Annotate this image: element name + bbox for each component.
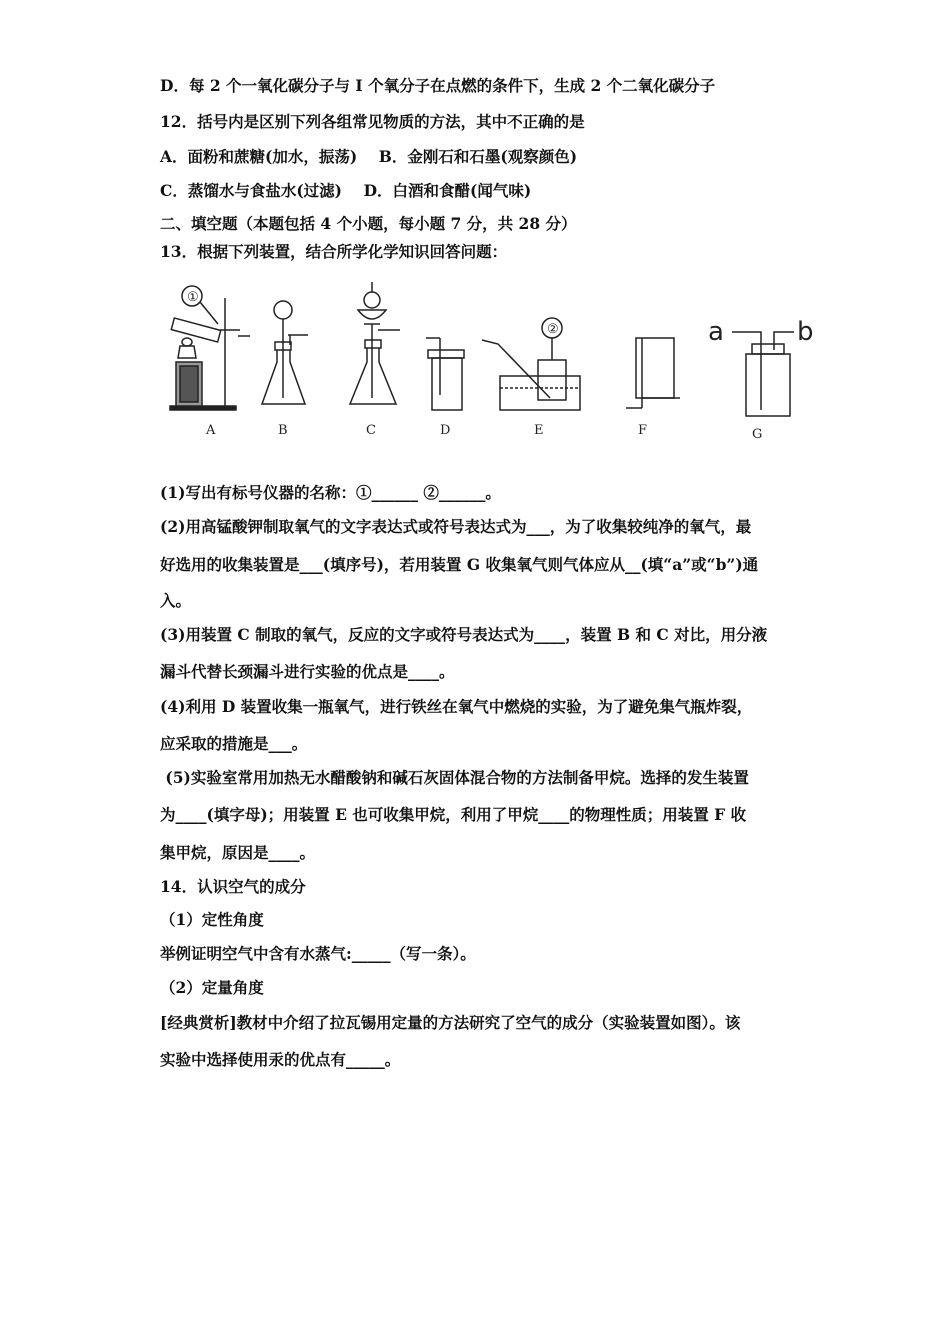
q12-options-cd: C．蒸馏水与食盐水(过滤) D．白酒和食醋(闻气味) xyxy=(160,181,532,200)
q13-part4-line1: (4)利用 D 装置收集一瓶氧气，进行铁丝在氧气中燃烧的实验，为了避免集气瓶炸裂， xyxy=(160,697,753,716)
q13-part2-line3: 入。 xyxy=(160,591,192,610)
apparatus-a xyxy=(170,286,250,438)
port-a-label: a xyxy=(708,317,724,347)
q13-part3-line2: 漏斗代替长颈漏斗进行实验的优点是____。 xyxy=(160,662,455,681)
q13-part2-line2: 好选用的收集装置是___(填序号)，若用装置 G 收集氧气则气体应从__(填“a”或“b”)通 xyxy=(160,555,759,574)
q13-part5-line1: (5)实验室常用加热无水醋酸钠和碱石灰固体混合物的方法制备甲烷。选择的发生装置 xyxy=(160,768,749,787)
label-a: A xyxy=(206,423,216,438)
label-e: E xyxy=(534,423,544,438)
apparatus-d xyxy=(426,338,464,438)
q12-stem: 12．括号内是区别下列各组常见物质的方法，其中不正确的是 xyxy=(160,112,585,131)
q14-sub2-question-line2: 实验中选择使用汞的优点有_____。 xyxy=(160,1050,401,1069)
circled-2-label: ② xyxy=(547,322,559,337)
q13-part1: (1)写出有标号仪器的名称：①______ ②______。 xyxy=(160,483,501,502)
q13-stem: 13．根据下列装置，结合所学化学知识回答问题： xyxy=(160,242,508,261)
q14-sub1: （1）定性角度 xyxy=(160,910,264,929)
q13-part4-line2: 应采取的措施是___。 xyxy=(160,734,308,753)
label-b: B xyxy=(278,423,288,438)
apparatus-c xyxy=(350,282,400,438)
label-d: D xyxy=(440,423,451,438)
apparatus-b xyxy=(262,301,308,438)
section2-title: 二、填空题（本题包括 4 个小题，每小题 7 分，共 28 分） xyxy=(160,214,577,233)
apparatus-e xyxy=(482,318,580,438)
circled-1-label: ① xyxy=(187,290,199,305)
q11-option-d: D．每 2 个一氧化碳分子与 I 个氧分子在点燃的条件下，生成 2 个二氧化碳分子 xyxy=(160,76,716,95)
q12-options-ab: A．面粉和蔗糖(加水，振荡) B．金刚石和石墨(观察颜色) xyxy=(160,147,578,166)
q13-part5-line2: 为____(填字母)；用装置 E 也可收集甲烷，利用了甲烷____的物理性质；用装置 F 收 xyxy=(160,805,747,824)
q14-sub2-question-line1: [经典赏析]教材中介绍了拉瓦锡用定量的方法研究了空气的成分（实验装置如图）。该 xyxy=(160,1013,741,1032)
label-g: G xyxy=(752,427,763,440)
apparatus-f xyxy=(626,338,680,438)
label-c: C xyxy=(366,423,376,438)
apparatus-figure xyxy=(160,280,840,440)
q13-part2-line1: (2)用高锰酸钾制取氧气的文字表达式或符号表达式为___，为了收集较纯净的氧气，最 xyxy=(160,517,752,536)
q14-sub2: （2）定量角度 xyxy=(160,978,264,997)
q13-part3-line1: (3)用装置 C 制取的氧气，反应的文字或符号表达式为____，装置 B 和 C 对比，用分液 xyxy=(160,625,768,644)
q14-sub1-question: 举例证明空气中含有水蒸气:_____（写一条）。 xyxy=(160,944,476,963)
q14-stem: 14．认识空气的成分 xyxy=(160,877,306,896)
q13-part5-line3: 集甲烷，原因是____。 xyxy=(160,843,316,862)
port-b-label: b xyxy=(797,317,814,347)
apparatus-g xyxy=(708,317,814,440)
label-f: F xyxy=(638,423,648,438)
